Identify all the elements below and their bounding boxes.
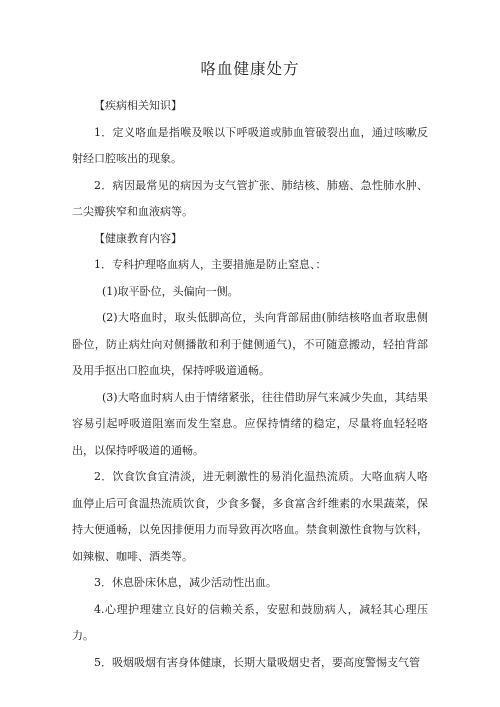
paragraph-definition: 1．定义咯血是指喉及喉以下呼吸道或肺血管破裂出血，通过咳嗽反射经口腔咳出的现象。 xyxy=(72,125,428,165)
section-heading: 【疾病相关知识】 xyxy=(94,99,182,112)
paragraph-smoking: 5．吸烟吸烟有害身体健康，长期大量吸烟史者，要高度警惕支气管 xyxy=(94,655,420,669)
section-disease-knowledge xyxy=(72,93,428,226)
paragraph-rest: 3．休息卧床休息，减少活动性出血。 xyxy=(94,576,277,589)
paragraph-care-item-1: (1)取平卧位，头偏向一侧。 xyxy=(102,284,239,298)
paragraph-specialist-care: 1．专科护理咯血病人，主要措施是防止窒息、： xyxy=(94,258,327,271)
document-title: 咯血健康处方 xyxy=(200,60,300,78)
paragraph-diet: 2．饮食饮食宜清淡，进无刺激性的易消化温热流质。大咯血病人咯血停止后可食温热流质饮食，少食多餐，多食富含纤维素的水果蔬菜，保持大便通畅，以免因排便用力而导致再次咯血。禁食刺激性食物与饮料，如辣椒、咖啡、酒类等。 xyxy=(72,470,428,563)
section-health-education xyxy=(72,226,428,677)
paragraph-care-item-3: (3)大咯血时病人由于情绪紧张，往往借助屏气来减少失血，其结果容易引起呼吸道阻塞而发生窒息。应保持情绪的稳定，尽量将血轻轻咯出，以保持呼吸道的通畅。 xyxy=(72,390,428,457)
paragraph-cause: 2．病因最常见的病因为支气管扩张、肺结核、肺癌、急性肺水肿、二尖瓣狭窄和血液病等。 xyxy=(72,178,428,218)
paragraph-care-item-2: (2)大咯血时，取头低脚高位，头向背部屈曲(肺结核咯血者取患侧卧位，防止病灶向对侧播散和利于健侧通气)，不可随意搬动，轻拍背部及用手抠出口腔血块，保持呼吸道通畅。 xyxy=(72,311,428,377)
section-heading: 【健康教育内容】 xyxy=(94,231,182,245)
paragraph-psychological-care: 4.心理护理建立良好的信赖关系，安慰和鼓励病人，减轻其心理压力。 xyxy=(72,602,428,642)
